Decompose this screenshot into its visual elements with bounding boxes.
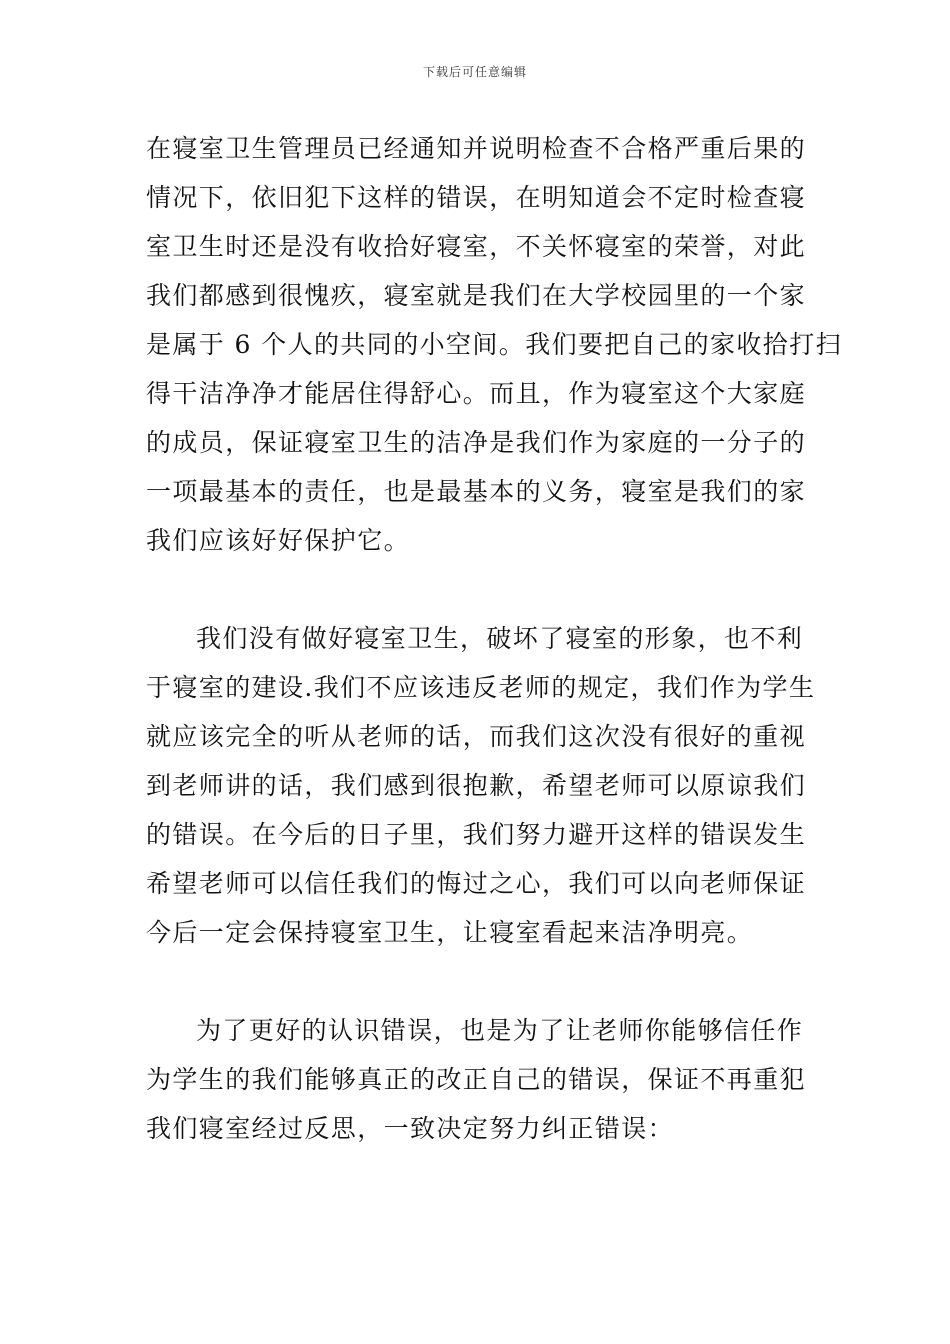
- text-line: 的成员，保证寝室卫生的洁净是我们作为家庭的一分子的: [146, 428, 807, 457]
- paragraph-1: [146, 124, 843, 565]
- text-line-indented: 我们没有做好寝室卫生，破坏了寝室的形象，也不利: [196, 624, 804, 653]
- text-line: 的错误。在今后的日子里，我们努力避开这样的错误发生: [146, 820, 807, 849]
- text-line: 到老师讲的话，我们感到很抱歉，希望老师可以原谅我们: [146, 771, 807, 800]
- text-line: 得干洁净净才能居住得舒心。而且，作为寝室这个大家庭: [146, 379, 807, 408]
- text-line: 在寝室卫生管理员已经通知并说明检查不合格严重后果的: [146, 134, 807, 163]
- page-header: 下载后可任意编辑: [422, 65, 527, 79]
- text-line: 一项最基本的责任，也是最基本的义务，寝室是我们的家: [146, 477, 807, 506]
- paragraph-2: [146, 614, 816, 957]
- text-line: 为学生的我们能够真正的改正自己的错误，保证不再重犯: [146, 1065, 807, 1094]
- text-line: 今后一定会保持寝室卫生，让寝室看起来洁净明亮。: [146, 918, 754, 947]
- text-line: 室卫生时还是没有收拾好寝室，不关怀寝室的荣誉，对此: [146, 232, 807, 261]
- text-line-indented: 为了更好的认识错误，也是为了让老师你能够信任作: [196, 1016, 804, 1045]
- paragraph-spacer: [146, 957, 810, 1006]
- text-line: 情况下，依旧犯下这样的错误，在明知道会不定时检查寝: [146, 183, 807, 212]
- paragraph-3: [146, 1006, 810, 1153]
- text-line: 是属于 6 个人的共同的小空间。我们要把自己的家收拾打扫: [146, 330, 843, 359]
- text-line: 我们都感到很愧疚，寝室就是我们在大学校园里的一个家: [146, 281, 807, 310]
- text-line: 就应该完全的听从老师的话，而我们这次没有很好的重视: [146, 722, 807, 751]
- paragraph-spacer: [146, 565, 810, 614]
- document-body: [146, 124, 843, 1153]
- text-line: 于寝室的建设.我们不应该违反老师的规定，我们作为学生: [146, 673, 816, 702]
- text-line: 我们应该好好保护它。: [146, 526, 411, 555]
- text-line: 我们寝室经过反思，一致决定努力纠正错误：: [146, 1114, 675, 1143]
- text-line: 希望老师可以信任我们的悔过之心，我们可以向老师保证: [146, 869, 807, 898]
